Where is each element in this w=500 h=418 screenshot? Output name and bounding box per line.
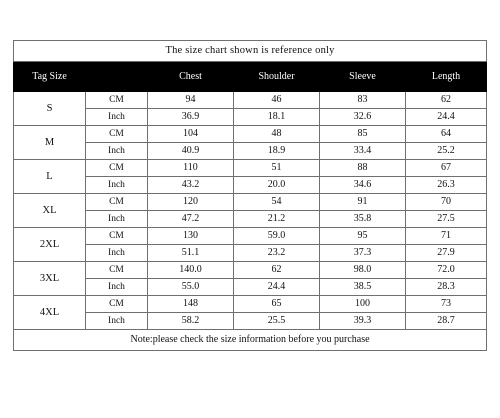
shoulder-value: 21.2 <box>234 211 320 228</box>
length-value: 73 <box>406 296 487 313</box>
header-tag-size: Tag Size <box>14 62 86 92</box>
unit-label: CM <box>86 262 148 279</box>
shoulder-value: 54 <box>234 194 320 211</box>
sleeve-value: 98.0 <box>320 262 406 279</box>
length-value: 25.2 <box>406 143 487 160</box>
chest-value: 148 <box>148 296 234 313</box>
size-label: 3XL <box>14 262 86 296</box>
sleeve-value: 85 <box>320 126 406 143</box>
table-row <box>14 296 487 313</box>
chest-value: 58.2 <box>148 313 234 330</box>
length-value: 72.0 <box>406 262 487 279</box>
unit-label: CM <box>86 228 148 245</box>
unit-label: CM <box>86 92 148 109</box>
chest-value: 110 <box>148 160 234 177</box>
shoulder-value: 25.5 <box>234 313 320 330</box>
sleeve-value: 34.6 <box>320 177 406 194</box>
shoulder-value: 62 <box>234 262 320 279</box>
length-value: 28.3 <box>406 279 487 296</box>
sleeve-value: 39.3 <box>320 313 406 330</box>
header-sleeve: Sleeve <box>320 62 406 92</box>
unit-label: CM <box>86 296 148 313</box>
table-row <box>14 92 487 109</box>
table-row <box>14 126 487 143</box>
header-unit <box>86 62 148 92</box>
unit-label: CM <box>86 126 148 143</box>
chest-value: 120 <box>148 194 234 211</box>
chest-value: 36.9 <box>148 109 234 126</box>
shoulder-value: 20.0 <box>234 177 320 194</box>
chest-value: 51.1 <box>148 245 234 262</box>
table-row <box>14 228 487 245</box>
chest-value: 47.2 <box>148 211 234 228</box>
length-value: 28.7 <box>406 313 487 330</box>
shoulder-value: 65 <box>234 296 320 313</box>
unit-label: Inch <box>86 177 148 194</box>
shoulder-value: 23.2 <box>234 245 320 262</box>
unit-label: Inch <box>86 313 148 330</box>
table-row <box>14 160 487 177</box>
length-value: 27.9 <box>406 245 487 262</box>
sleeve-value: 83 <box>320 92 406 109</box>
unit-label: Inch <box>86 279 148 296</box>
sleeve-value: 95 <box>320 228 406 245</box>
unit-label: CM <box>86 160 148 177</box>
shoulder-value: 48 <box>234 126 320 143</box>
sleeve-value: 100 <box>320 296 406 313</box>
length-value: 26.3 <box>406 177 487 194</box>
sleeve-value: 38.5 <box>320 279 406 296</box>
length-value: 67 <box>406 160 487 177</box>
shoulder-value: 51 <box>234 160 320 177</box>
shoulder-value: 24.4 <box>234 279 320 296</box>
size-label: S <box>14 92 86 126</box>
chart-title: The size chart shown is reference only <box>14 41 487 62</box>
unit-label: Inch <box>86 143 148 160</box>
table-row <box>14 194 487 211</box>
size-label: M <box>14 126 86 160</box>
size-chart-table <box>13 40 487 351</box>
size-label: 4XL <box>14 296 86 330</box>
chest-value: 40.9 <box>148 143 234 160</box>
unit-label: CM <box>86 194 148 211</box>
chest-value: 104 <box>148 126 234 143</box>
shoulder-value: 18.9 <box>234 143 320 160</box>
table-row <box>14 262 487 279</box>
chest-value: 43.2 <box>148 177 234 194</box>
length-value: 27.5 <box>406 211 487 228</box>
header-chest: Chest <box>148 62 234 92</box>
shoulder-value: 46 <box>234 92 320 109</box>
size-label: XL <box>14 194 86 228</box>
chest-value: 55.0 <box>148 279 234 296</box>
shoulder-value: 59.0 <box>234 228 320 245</box>
shoulder-value: 18.1 <box>234 109 320 126</box>
header-length: Length <box>406 62 487 92</box>
sleeve-value: 32.6 <box>320 109 406 126</box>
unit-label: Inch <box>86 245 148 262</box>
length-value: 24.4 <box>406 109 487 126</box>
sleeve-value: 88 <box>320 160 406 177</box>
size-label: L <box>14 160 86 194</box>
chest-value: 94 <box>148 92 234 109</box>
chest-value: 140.0 <box>148 262 234 279</box>
length-value: 62 <box>406 92 487 109</box>
size-note: Note:please check the size information before you purchase <box>14 330 487 351</box>
length-value: 64 <box>406 126 487 143</box>
unit-label: Inch <box>86 211 148 228</box>
length-value: 71 <box>406 228 487 245</box>
sleeve-value: 33.4 <box>320 143 406 160</box>
size-label: 2XL <box>14 228 86 262</box>
sleeve-value: 91 <box>320 194 406 211</box>
chest-value: 130 <box>148 228 234 245</box>
header-shoulder: Shoulder <box>234 62 320 92</box>
unit-label: Inch <box>86 109 148 126</box>
sleeve-value: 35.8 <box>320 211 406 228</box>
sleeve-value: 37.3 <box>320 245 406 262</box>
length-value: 70 <box>406 194 487 211</box>
